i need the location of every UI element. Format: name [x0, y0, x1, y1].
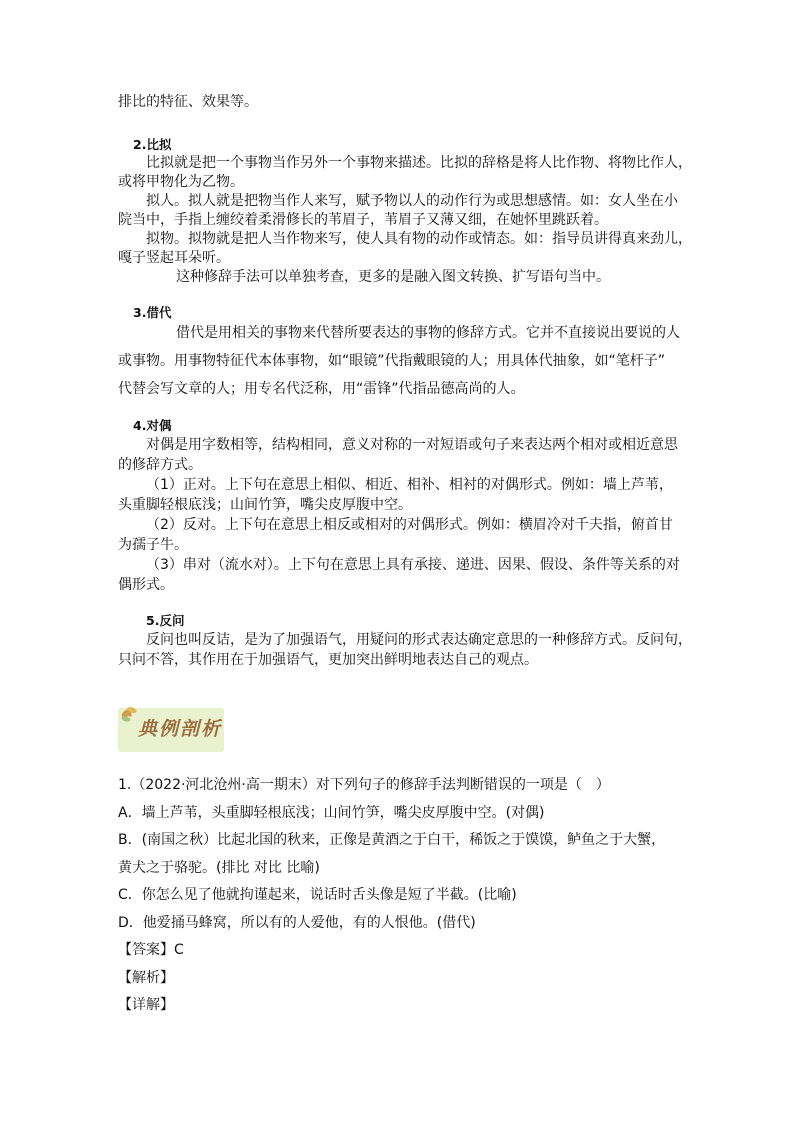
intro-text: 排比的特征、效果等。	[118, 94, 258, 110]
question-option-b: B．(南国之秋）比起北国的秋来，正像是黄酒之于白干，稀饭之于馍馍，鲈鱼之于大蟹，	[118, 832, 666, 848]
answer-label: 【答案】C	[118, 942, 184, 958]
paragraph-line: 院当中，手指上缠绞着柔滑修长的苇眉子，苇眉子又薄又细，在她怀里跳跃着。	[118, 212, 608, 228]
paragraph-line: 偶形式。	[118, 577, 174, 593]
paragraph-line: 头重脚轻根底浅；山间竹笋，嘴尖皮厚腹中空。	[118, 497, 412, 513]
section-heading-fanwen: 5.反问	[146, 613, 185, 628]
paragraph-line: 比拟就是把一个事物当作另外一个事物来描述。比拟的辞格是将人比作物、将物比作人，	[146, 155, 692, 171]
paragraph-line: 或将甲物化为乙物。	[118, 174, 244, 190]
paragraph-line: （2）反对。上下句在意思上相反或相对的对偶形式。例如：横眉冷对千夫指，俯首甘	[146, 517, 673, 533]
analysis-label: 【解析】	[118, 970, 174, 986]
section-heading-biyi: 2.比拟	[133, 137, 172, 152]
paragraph-line: 拟人。拟人就是把物当作人来写，赋予物以人的动作行为或思想感情。如：女人坐在小	[146, 193, 678, 209]
question-option-a: A．墙上芦苇，头重脚轻根底浅；山间竹笋，嘴尖皮厚腹中空。(对偶)	[118, 805, 545, 821]
detail-label: 【详解】	[118, 997, 174, 1013]
question-option-c: C．你怎么见了他就拘谨起来，说话时舌头像是短了半截。(比喻)	[118, 887, 517, 903]
paragraph-line: 只问不答，其作用在于加强语气，更加突出鲜明地表达自己的观点。	[118, 652, 538, 668]
paragraph-line: （1）正对。上下句在意思上相似、相近、相补、相衬的对偶形式。例如：墙上芦苇，	[146, 477, 673, 493]
paragraph-line: 或事物。用事物特征代本体事物，如“眼镜”代指戴眼镜的人；用具体代抽象，如“笔杆子”	[118, 353, 666, 369]
section-heading-duiou: 4.对偶	[133, 418, 172, 433]
paragraph-line: 借代是用相关的事物来代替所要表达的事物的修辞方式。它并不直接说出要说的人	[176, 325, 680, 341]
paragraph-line: 的修辞方式。	[118, 457, 202, 473]
question-stem: 1.（2022·河北沧州·高一期末）对下列句子的修辞手法判断错误的一项是（ ）	[118, 777, 610, 793]
paragraph-line: 为孺子牛。	[118, 537, 188, 553]
paragraph-line: 这种修辞手法可以单独考查，更多的是融入图文转换、扩写语句当中。	[176, 269, 610, 285]
question-option-b-cont: 黄犬之于骆驼。(排比 对比 比喻)	[118, 860, 320, 876]
question-option-d: D．他爱捅马蜂窝，所以有的人爱他，有的人恨他。(借代)	[118, 915, 476, 931]
paragraph-line: 对偶是用字数相等，结构相同，意义对称的一对短语或句子来表达两个相对或相近意思	[146, 437, 678, 453]
section-heading-jiedai: 3.借代	[133, 305, 172, 320]
paragraph-line: （3）串对（流水对）。上下句在意思上具有承接、递进、因果、假设、条件等关系的对	[146, 557, 680, 573]
example-banner-label: 典例剖析	[138, 718, 223, 740]
paragraph-line: 代替会写文章的人；用专名代泛称，用“雷锋”代指品德高尚的人。	[118, 381, 525, 397]
paragraph-line: 反问也叫反诘，是为了加强语气，用疑问的形式表达确定意思的一种修辞方式。反问句，	[146, 632, 692, 648]
paragraph-line: 拟物。拟物就是把人当作物来写，使人具有物的动作或情态。如：指导员讲得真来劲儿，	[146, 231, 692, 247]
paragraph-line: 嘎子竖起耳朵听。	[118, 250, 230, 266]
